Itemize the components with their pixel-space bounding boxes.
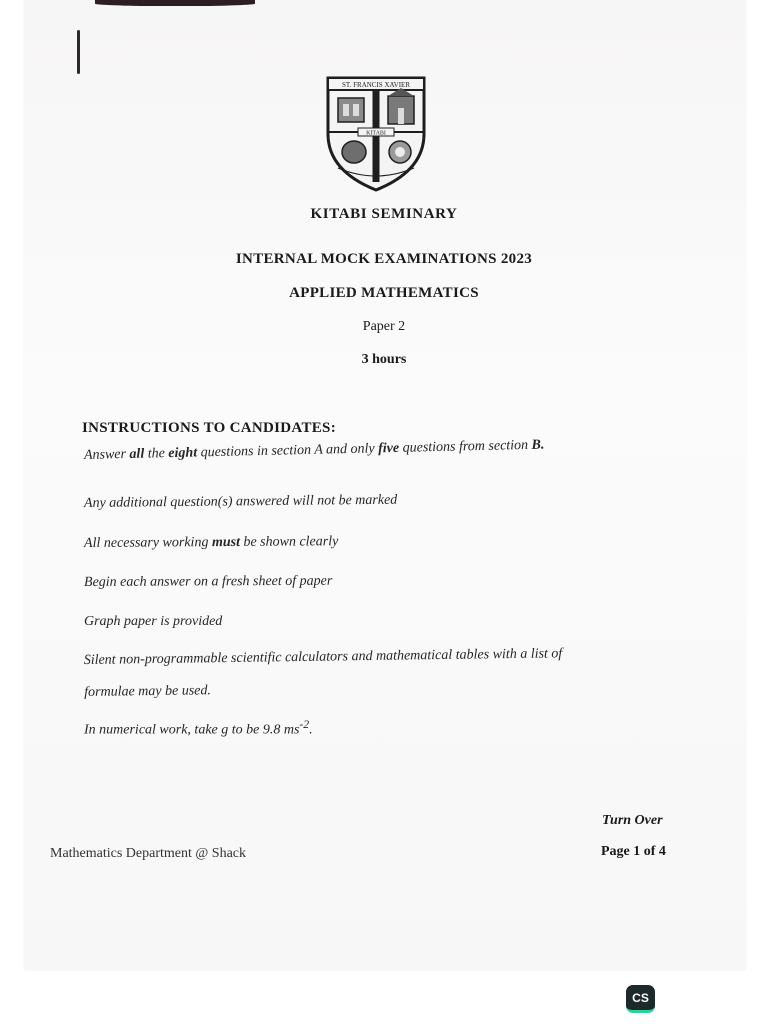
instruction-line: Any additional question(s) answered will not be marked (83, 492, 398, 511)
turn-over-note: Turn Over (602, 813, 663, 828)
crest-motto-top: ST. FRANCIS XAVIER (341, 81, 411, 89)
department-footer: Mathematics Department @ Shack (50, 846, 246, 861)
school-name: KITABI SEMINARY (310, 206, 458, 222)
page-number: Page 1 of 4 (601, 844, 666, 859)
background-object (95, 0, 255, 6)
exam-title: INTERNAL MOCK EXAMINATIONS 2023 (235, 251, 533, 267)
instructions-heading: INSTRUCTIONS TO CANDIDATES: (82, 420, 336, 436)
crest-motto-center: KITABI (366, 130, 386, 137)
subject-title: APPLIED MATHEMATICS (289, 285, 479, 301)
pen-mark (77, 30, 80, 74)
instruction-line: All necessary working must be shown clearly (83, 534, 339, 551)
camscanner-badge-icon: CS (626, 985, 655, 1013)
instruction-line: In numerical work, take g to be 9.8 $ms^{-2}$. (84, 718, 313, 738)
paper-number: Paper 2 (362, 319, 406, 334)
exam-duration: 3 hours (361, 352, 407, 367)
instruction-line: Graph paper is provided (84, 614, 223, 629)
instruction-line: Begin each answer on a fresh sheet of paper (83, 573, 333, 590)
school-crest-logo (324, 74, 428, 192)
instruction-line: Answer all the eight questions in section A and only five questions from section B. (83, 437, 545, 463)
instruction-line: Silent non-programmable scientific calculators and mathematical tables with a list of formulae may be used. (83, 646, 563, 700)
